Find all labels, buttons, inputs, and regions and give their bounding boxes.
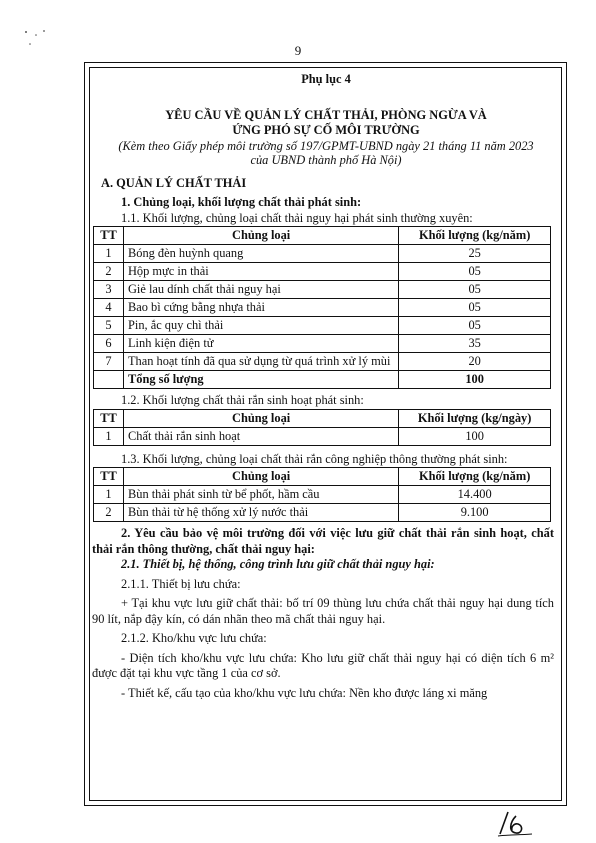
subsection-1-2: 1.2. Khối lượng chất thải rắn sinh hoạt phát sinh: <box>121 393 364 407</box>
paragraph-2-1-2-area: - Diện tích kho/khu vực lưu chứa: Kho lưu giữ chất thải nguy hại có diện tích 6 m² được đặt tại khu vực tầng 1 của cơ sở. <box>92 650 554 680</box>
table-row <box>94 427 551 445</box>
cell-amount: 20 <box>399 353 551 371</box>
paragraph-2-1-2: 2.1.2. Kho/khu vực lưu chứa: <box>121 631 267 645</box>
subsection-1-1: 1.1. Khối lượng, chủng loại chất thải nguy hại phát sinh thường xuyên: <box>121 210 473 225</box>
cell-amount: 14.400 <box>399 486 551 504</box>
table-row <box>94 317 551 335</box>
cell-type: Linh kiện điện tử <box>123 335 398 353</box>
header-tt: TT <box>94 227 124 245</box>
cell-amount: 05 <box>399 299 551 317</box>
cell-amount: 100 <box>399 427 551 445</box>
table-row <box>94 263 551 281</box>
header-type: Chủng loại <box>123 227 398 245</box>
header-type: Chủng loại <box>123 409 398 427</box>
cell-type: Hộp mực in thải <box>123 263 398 281</box>
cell-tt: 2 <box>94 504 124 522</box>
cell-amount: 05 <box>399 263 551 281</box>
table-row <box>94 245 551 263</box>
cell-tt: 4 <box>94 299 124 317</box>
cell-type: Chất thải rắn sinh hoạt <box>123 427 398 445</box>
document-title <box>92 108 560 138</box>
table-header-row <box>94 227 551 245</box>
cell-type: Bùn thải phát sinh từ bể phốt, hầm cầu <box>123 486 398 504</box>
appendix-label: Phụ lục 4 <box>301 72 351 86</box>
table-row <box>94 335 551 353</box>
cell-type: Bùn thải từ hệ thống xử lý nước thải <box>123 504 398 522</box>
cell-tt: 5 <box>94 317 124 335</box>
table-row <box>94 486 551 504</box>
cell-amount: 05 <box>399 281 551 299</box>
section-2-1-heading: 2.1. Thiết bị, hệ thống, công trình lưu giữ chất thải nguy hại: <box>121 557 435 571</box>
section-1-heading: 1. Chủng loại, khối lượng chất thải phát sinh: <box>121 195 362 209</box>
table-total-row <box>94 371 551 389</box>
paragraph-2-1-2-design: - Thiết kế, cấu tạo của kho/khu vực lưu chứa: Nền kho được láng xi măng <box>121 685 488 700</box>
table-row <box>94 281 551 299</box>
subtitle-line-2: của UBND thành phố Hà Nội) <box>250 153 402 167</box>
cell-tt: 3 <box>94 281 124 299</box>
cell-tt: 1 <box>94 245 124 263</box>
table-row <box>94 504 551 522</box>
header-amount: Khối lượng (kg/ngày) <box>399 409 551 427</box>
domestic-waste-table <box>93 409 551 446</box>
table-header-row <box>94 468 551 486</box>
cell-type: Than hoạt tính đã qua sử dụng từ quá trình xử lý mùi <box>123 353 398 371</box>
section-2-heading: 2. Yêu cầu bảo vệ môi trường đối với việc lưu giữ chất thải rắn sinh hoạt, chất thải rắn thông thường, chất thải nguy hại: <box>92 526 554 556</box>
title-line-1: YÊU CẦU VỀ QUẢN LÝ CHẤT THẢI, PHÒNG NGỪA VÀ <box>165 107 487 122</box>
paragraph-2-1-1-text: + Tại khu vực lưu giữ chất thải: bố trí 09 thùng lưu chứa chất thải nguy hại dung tích 90 lít, nắp đậy kín, có dán nhãn theo mã chất thải nguy hại. <box>92 596 554 626</box>
industrial-waste-table <box>93 467 551 522</box>
header-amount: Khối lượng (kg/năm) <box>399 468 551 486</box>
table-header-row <box>94 409 551 427</box>
cell-type: Bóng đèn huỳnh quang <box>123 245 398 263</box>
cell-tt: 1 <box>94 427 124 445</box>
section-a-heading: A. QUẢN LÝ CHẤT THẢI <box>101 175 247 190</box>
paragraph-2-1-1: 2.1.1. Thiết bị lưu chứa: <box>121 576 241 591</box>
page-number: 9 <box>294 43 302 58</box>
document-body <box>92 70 560 701</box>
total-label: Tổng số lượng <box>123 371 398 389</box>
header-tt: TT <box>94 409 124 427</box>
subsection-1-3: 1.3. Khối lượng, chủng loại chất thải rắn công nghiệp thông thường phát sinh: <box>121 451 508 466</box>
cell-amount: 25 <box>399 245 551 263</box>
cell-empty <box>94 371 124 389</box>
cell-amount: 35 <box>399 335 551 353</box>
cell-amount: 9.100 <box>399 504 551 522</box>
header-type: Chủng loại <box>123 468 398 486</box>
header-amount: Khối lượng (kg/năm) <box>399 227 551 245</box>
document-subtitle <box>92 139 560 168</box>
handwritten-page-initial <box>496 808 536 843</box>
cell-type: Bao bì cứng bằng nhựa thải <box>123 299 398 317</box>
subtitle-line-1: (Kèm theo Giấy phép môi trường số 197/GPMT-UBND ngày 21 tháng 11 năm 2023 <box>118 138 534 153</box>
hazardous-waste-table <box>93 226 551 389</box>
cell-amount: 05 <box>399 317 551 335</box>
title-line-2: ỨNG PHÓ SỰ CỐ MÔI TRƯỜNG <box>232 122 420 137</box>
cell-tt: 6 <box>94 335 124 353</box>
table-row <box>94 299 551 317</box>
cell-tt: 1 <box>94 486 124 504</box>
total-value: 100 <box>399 371 551 389</box>
cell-tt: 2 <box>94 263 124 281</box>
table-row <box>94 353 551 371</box>
cell-type: Giẻ lau dính chất thải nguy hại <box>123 281 398 299</box>
cell-type: Pin, ắc quy chì thải <box>123 317 398 335</box>
cell-tt: 7 <box>94 353 124 371</box>
header-tt: TT <box>94 468 124 486</box>
